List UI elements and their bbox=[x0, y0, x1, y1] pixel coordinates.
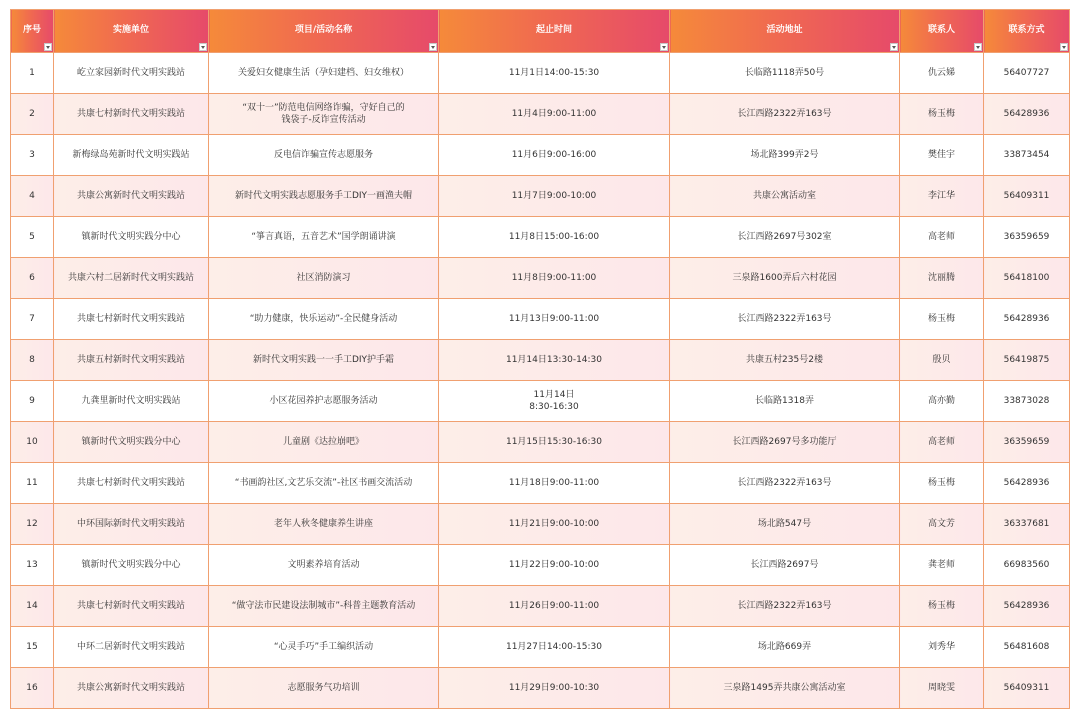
cell-contact: 高老师 bbox=[900, 422, 984, 463]
header-label: 联系方式 bbox=[1008, 24, 1045, 35]
filter-dropdown-icon[interactable] bbox=[660, 43, 668, 51]
cell-time: 11月7日9:00-10:00 bbox=[439, 176, 670, 217]
table-row bbox=[11, 94, 1070, 135]
cell-unit: 共康六村二居新时代文明实践站 bbox=[54, 258, 209, 299]
cell-phone: 56409311 bbox=[984, 176, 1070, 217]
cell-name-line: “双十一”防范电信网络诈骗，守好自己的 bbox=[242, 103, 405, 113]
cell-address: 长江西路2697号多功能厅 bbox=[670, 422, 900, 463]
filter-dropdown-icon[interactable] bbox=[199, 43, 207, 51]
cell-address: 共康五村235号2楼 bbox=[670, 340, 900, 381]
cell-time: 11月8日9:00-11:00 bbox=[439, 258, 670, 299]
table-row bbox=[11, 422, 1070, 463]
filter-dropdown-icon[interactable] bbox=[44, 43, 52, 51]
cell-name: 社区消防演习 bbox=[209, 258, 439, 299]
cell-name: 关爱妇女健康生活（孕妇建档、妇女维权） bbox=[209, 53, 439, 94]
cell-no: 14 bbox=[11, 586, 54, 627]
cell-no: 11 bbox=[11, 463, 54, 504]
cell-no: 5 bbox=[11, 217, 54, 258]
header-cell-unit[interactable] bbox=[54, 10, 209, 53]
cell-no: 3 bbox=[11, 135, 54, 176]
header-label: 实施单位 bbox=[112, 24, 149, 35]
cell-unit: 共康七村新时代文明实践站 bbox=[54, 299, 209, 340]
table-row bbox=[11, 135, 1070, 176]
cell-phone: 56407727 bbox=[984, 53, 1070, 94]
cell-unit: 中环二居新时代文明实践站 bbox=[54, 627, 209, 668]
cell-address: 长临路1118弄50号 bbox=[670, 53, 900, 94]
cell-time: 11月18日9:00-11:00 bbox=[439, 463, 670, 504]
filter-dropdown-icon[interactable] bbox=[429, 43, 437, 51]
cell-unit: 共康公寓新时代文明实践站 bbox=[54, 176, 209, 217]
cell-time: 11月1日14:00-15:30 bbox=[439, 53, 670, 94]
cell-no: 7 bbox=[11, 299, 54, 340]
table-row bbox=[11, 463, 1070, 504]
cell-no: 8 bbox=[11, 340, 54, 381]
cell-no: 9 bbox=[11, 381, 54, 422]
cell-phone: 56428936 bbox=[984, 94, 1070, 135]
cell-phone: 56428936 bbox=[984, 586, 1070, 627]
filter-dropdown-icon[interactable] bbox=[1060, 43, 1068, 51]
cell-unit: 共康七村新时代文明实践站 bbox=[54, 586, 209, 627]
header-cell-no[interactable] bbox=[11, 10, 54, 53]
cell-phone: 56419875 bbox=[984, 340, 1070, 381]
header-label: 起止时间 bbox=[535, 24, 572, 35]
cell-address: 三泉路1600弄后六村花园 bbox=[670, 258, 900, 299]
filter-dropdown-icon[interactable] bbox=[974, 43, 982, 51]
cell-unit: 九龚里新时代文明实践站 bbox=[54, 381, 209, 422]
cell-name: “心灵手巧”手工编织活动 bbox=[209, 627, 439, 668]
cell-contact: 高老师 bbox=[900, 217, 984, 258]
cell-phone: 36359659 bbox=[984, 422, 1070, 463]
table-row bbox=[11, 176, 1070, 217]
cell-contact: 殷贝 bbox=[900, 340, 984, 381]
cell-phone: 36337681 bbox=[984, 504, 1070, 545]
cell-name: 小区花园养护志愿服务活动 bbox=[209, 381, 439, 422]
cell-unit: 共康公寓新时代文明实践站 bbox=[54, 668, 209, 709]
header-label: 项目/活动名称 bbox=[294, 24, 353, 35]
cell-name: “助力健康，快乐运动”-全民健身活动 bbox=[209, 299, 439, 340]
cell-no: 13 bbox=[11, 545, 54, 586]
cell-time: 11月6日9:00-16:00 bbox=[439, 135, 670, 176]
cell-time: 11月22日9:00-10:00 bbox=[439, 545, 670, 586]
header-label: 序号 bbox=[22, 24, 41, 35]
cell-unit: 新梅绿岛苑新时代文明实践站 bbox=[54, 135, 209, 176]
cell-no: 15 bbox=[11, 627, 54, 668]
cell-unit: 共康七村新时代文明实践站 bbox=[54, 463, 209, 504]
cell-contact: 李江华 bbox=[900, 176, 984, 217]
cell-name: 志愿服务气功培训 bbox=[209, 668, 439, 709]
cell-address: 长江西路2322弄163号 bbox=[670, 586, 900, 627]
cell-name bbox=[209, 94, 439, 135]
cell-time: 11月4日9:00-11:00 bbox=[439, 94, 670, 135]
cell-name-line: 钱袋子-反诈宣传活动 bbox=[281, 115, 366, 125]
cell-contact: 高文芳 bbox=[900, 504, 984, 545]
cell-phone: 56418100 bbox=[984, 258, 1070, 299]
table-row bbox=[11, 340, 1070, 381]
header-label: 活动地址 bbox=[766, 24, 803, 35]
cell-contact: 周晓雯 bbox=[900, 668, 984, 709]
filter-dropdown-icon[interactable] bbox=[890, 43, 898, 51]
cell-time: 11月21日9:00-10:00 bbox=[439, 504, 670, 545]
cell-time bbox=[439, 381, 670, 422]
cell-address: 长临路1318弄 bbox=[670, 381, 900, 422]
cell-unit: 镇新时代文明实践分中心 bbox=[54, 422, 209, 463]
cell-phone: 56481608 bbox=[984, 627, 1070, 668]
cell-contact: 杨玉梅 bbox=[900, 586, 984, 627]
cell-address: 长江西路2322弄163号 bbox=[670, 94, 900, 135]
activity-table-container bbox=[10, 9, 1069, 709]
table-row bbox=[11, 53, 1070, 94]
cell-name: 儿童剧《达拉崩吧》 bbox=[209, 422, 439, 463]
cell-no: 1 bbox=[11, 53, 54, 94]
cell-time: 11月13日9:00-11:00 bbox=[439, 299, 670, 340]
cell-name: 老年人秋冬健康养生讲座 bbox=[209, 504, 439, 545]
cell-address: 长江西路2697号 bbox=[670, 545, 900, 586]
cell-contact: 杨玉梅 bbox=[900, 299, 984, 340]
table-row bbox=[11, 668, 1070, 709]
header-cell-time[interactable] bbox=[439, 10, 670, 53]
cell-no: 6 bbox=[11, 258, 54, 299]
cell-time: 11月27日14:00-15:30 bbox=[439, 627, 670, 668]
cell-name: 文明素养培育活动 bbox=[209, 545, 439, 586]
table-row bbox=[11, 545, 1070, 586]
cell-phone: 33873454 bbox=[984, 135, 1070, 176]
header-cell-address[interactable] bbox=[670, 10, 900, 53]
cell-unit: 屹立家园新时代文明实践站 bbox=[54, 53, 209, 94]
cell-contact: 龚老师 bbox=[900, 545, 984, 586]
cell-phone: 36359659 bbox=[984, 217, 1070, 258]
cell-name: “箏言真语，五音艺术”国学朗诵讲演 bbox=[209, 217, 439, 258]
table-row bbox=[11, 381, 1070, 422]
cell-time: 11月26日9:00-11:00 bbox=[439, 586, 670, 627]
cell-address: 长江西路2322弄163号 bbox=[670, 299, 900, 340]
cell-address: 场北路399弄2号 bbox=[670, 135, 900, 176]
cell-time-line: 8:30-16:30 bbox=[529, 402, 579, 412]
header-cell-name[interactable] bbox=[209, 10, 439, 53]
cell-name: 新时代文明实践一一手工DIY护手霜 bbox=[209, 340, 439, 381]
cell-no: 10 bbox=[11, 422, 54, 463]
table-row bbox=[11, 504, 1070, 545]
table-row bbox=[11, 258, 1070, 299]
cell-time: 11月15日15:30-16:30 bbox=[439, 422, 670, 463]
cell-phone: 66983560 bbox=[984, 545, 1070, 586]
cell-time: 11月14日13:30-14:30 bbox=[439, 340, 670, 381]
cell-contact: 刘秀华 bbox=[900, 627, 984, 668]
table-row bbox=[11, 299, 1070, 340]
cell-name: “做守法市民建设法制城市”-科普主题教育活动 bbox=[209, 586, 439, 627]
table-row bbox=[11, 627, 1070, 668]
cell-no: 2 bbox=[11, 94, 54, 135]
cell-address: 共康公寓活动室 bbox=[670, 176, 900, 217]
cell-address: 长江西路2322弄163号 bbox=[670, 463, 900, 504]
header-cell-phone[interactable] bbox=[984, 10, 1070, 53]
cell-unit: 中环国际新时代文明实践站 bbox=[54, 504, 209, 545]
cell-address: 长江西路2697号302室 bbox=[670, 217, 900, 258]
cell-phone: 33873028 bbox=[984, 381, 1070, 422]
cell-no: 12 bbox=[11, 504, 54, 545]
cell-contact: 高亦勤 bbox=[900, 381, 984, 422]
cell-time: 11月8日15:00-16:00 bbox=[439, 217, 670, 258]
cell-name: 新时代文明实践志愿服务手工DIY一画渔夫帽 bbox=[209, 176, 439, 217]
cell-time: 11月29日9:00-10:30 bbox=[439, 668, 670, 709]
cell-unit: 共康五村新时代文明实践站 bbox=[54, 340, 209, 381]
cell-contact: 樊佳宇 bbox=[900, 135, 984, 176]
cell-no: 4 bbox=[11, 176, 54, 217]
cell-time-line: 11月14日 bbox=[533, 390, 575, 400]
cell-contact: 杨玉梅 bbox=[900, 94, 984, 135]
cell-no: 16 bbox=[11, 668, 54, 709]
cell-phone: 56428936 bbox=[984, 463, 1070, 504]
cell-phone: 56409311 bbox=[984, 668, 1070, 709]
cell-contact: 杨玉梅 bbox=[900, 463, 984, 504]
cell-contact: 沈丽腾 bbox=[900, 258, 984, 299]
cell-address: 场北路669弄 bbox=[670, 627, 900, 668]
cell-unit: 镇新时代文明实践分中心 bbox=[54, 217, 209, 258]
header-row bbox=[11, 10, 1070, 53]
cell-address: 场北路547号 bbox=[670, 504, 900, 545]
header-cell-contact[interactable] bbox=[900, 10, 984, 53]
table-row bbox=[11, 586, 1070, 627]
cell-name: “书画韵社区,文艺乐交流”-社区书画交流活动 bbox=[209, 463, 439, 504]
cell-address: 三泉路1495弄共康公寓活动室 bbox=[670, 668, 900, 709]
header-label: 联系人 bbox=[927, 24, 955, 35]
cell-phone: 56428936 bbox=[984, 299, 1070, 340]
cell-contact: 仇云娣 bbox=[900, 53, 984, 94]
table-row bbox=[11, 217, 1070, 258]
activity-table bbox=[10, 9, 1070, 709]
cell-name: 反电信诈骗宣传志愿服务 bbox=[209, 135, 439, 176]
cell-unit: 共康七村新时代文明实践站 bbox=[54, 94, 209, 135]
cell-unit: 镇新时代文明实践分中心 bbox=[54, 545, 209, 586]
